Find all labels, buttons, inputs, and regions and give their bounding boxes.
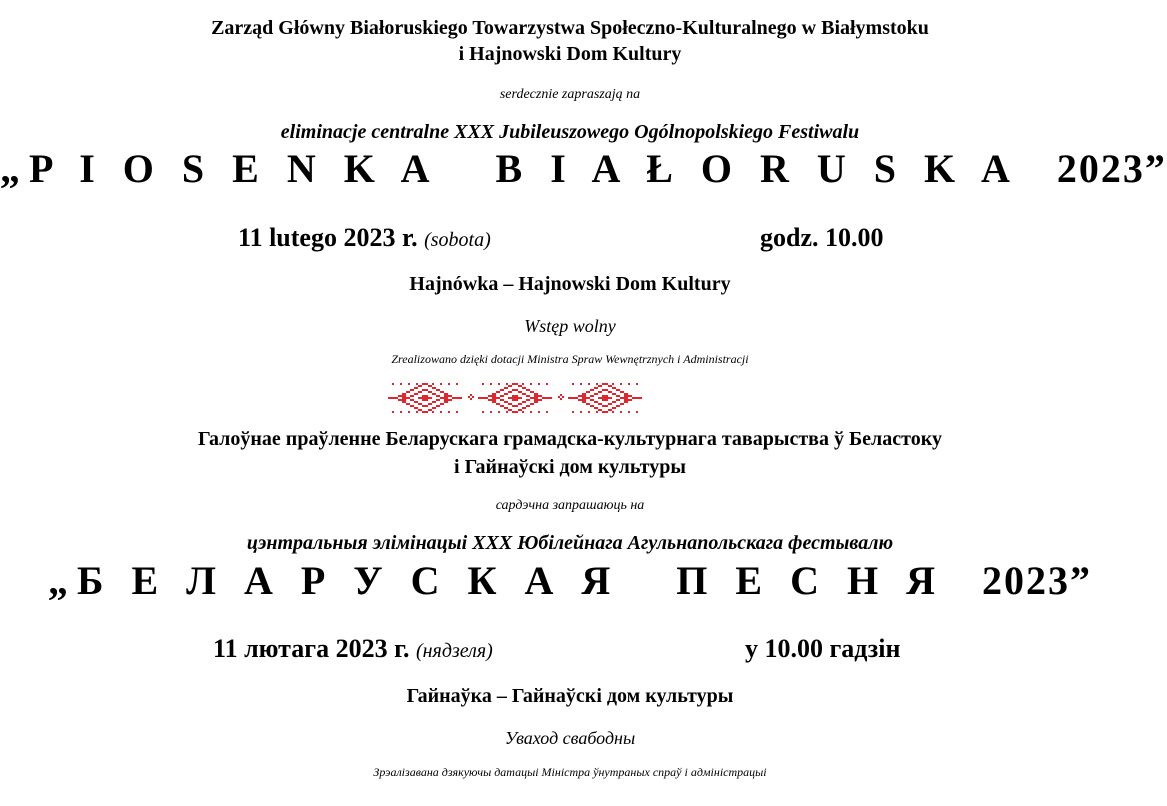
polish-funding-note: Zrealizowano dzięki dotacji Ministra Spraw Wewnętrznych i Administracji <box>391 352 749 366</box>
belarusian-day-of-week: (нядзеля) <box>415 640 493 662</box>
belarusian-festival-name: цэнтральныя элімінацыі XXX Юбілейнага Агульнапольскага фестывалю <box>246 532 894 554</box>
polish-festival-name: eliminacje centralne XXX Jubileuszowego Ogólnopolskiego Festiwalu <box>280 121 860 143</box>
polish-organizer-line-1: Zarząd Główny Białoruskiego Towarzystwa Społeczno-Kulturalnego w Białymstoku <box>211 17 929 39</box>
belarusian-time: у 10.00 гадзін <box>745 634 901 663</box>
polish-date <box>238 223 491 255</box>
polish-title-year: 2023” <box>1056 146 1167 191</box>
polish-day-of-week: (sobota) <box>424 229 491 251</box>
polish-title-word-1: P I O S E N K A <box>29 146 439 191</box>
polish-invite-text: serdecznie zapraszają na <box>499 87 641 102</box>
polish-festival-title <box>0 146 1167 192</box>
belarusian-date-text: 11 лютага 2023 г. <box>213 634 410 663</box>
belarusian-funding-note: Зрэалізавана дзякуючы датацыі Міністра ўнутраных спраў і адміністрацыі <box>373 765 767 779</box>
polish-title-word-2: B I A Ł O R U S K A <box>495 146 1019 191</box>
belarusian-festival-title <box>0 558 1140 604</box>
belarusian-date <box>213 634 493 666</box>
belarusian-title-open-quote: „ <box>48 558 78 603</box>
belarusian-organizer-line-1: Галоўнае праўленне Беларускага грамадска-культурнага таварыства ў Беластоку <box>198 428 942 450</box>
belarusian-invite-text: сардэчна запрашаюць на <box>495 498 645 513</box>
belarusian-title-word-2: П Е С Н Я <box>676 558 944 603</box>
polish-organizer-line-2: i Hajnowski Dom Kultury <box>458 43 682 65</box>
polish-entry-info: Wstęp wolny <box>524 316 616 336</box>
belarusian-title-word-1: Б Е Л А Р У С К А Я <box>77 558 620 603</box>
polish-date-text: 11 lutego 2023 r. <box>238 223 418 252</box>
belarusian-venue: Гайнаўка – Гайнаўскі дом культуры <box>406 685 734 707</box>
polish-time: godz. 10.00 <box>760 223 884 252</box>
belarusian-entry-info: Уваход свабодны <box>504 728 636 748</box>
polish-title-open-quote: „ <box>0 146 29 191</box>
belarusian-title-year: 2023” <box>981 558 1092 603</box>
polish-venue: Hajnówka – Hajnowski Dom Kultury <box>409 273 731 295</box>
belarusian-organizer-line-2: і Гайнаўскі дом культуры <box>454 456 686 478</box>
embroidery-ornament-icon <box>386 383 742 413</box>
